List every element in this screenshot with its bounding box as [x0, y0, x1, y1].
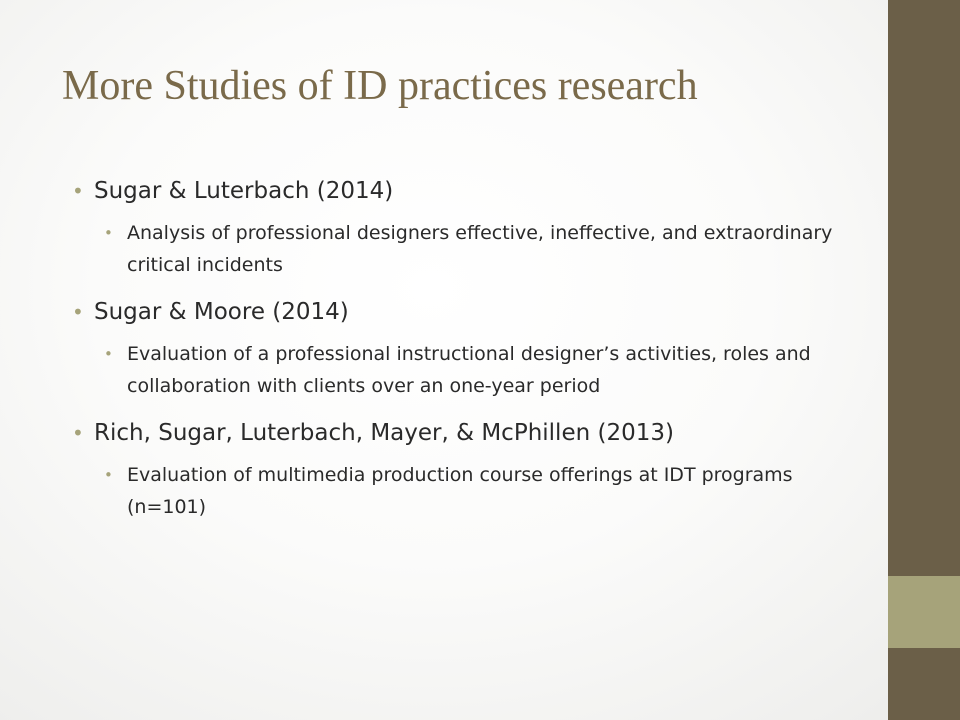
- sidebar-band-top: [888, 0, 960, 576]
- bullet-item-2: [72, 295, 862, 330]
- sub-bullet-item-1: [72, 217, 862, 281]
- bullet-text: Rich, Sugar, Luterbach, Mayer, & McPhillen (2013): [94, 420, 674, 446]
- sub-bullet-text: Evaluation of a professional instructional designer’s activities, roles and collaboration with clients over an one-year period: [127, 343, 811, 397]
- sub-bullet-item-2: [72, 338, 862, 402]
- bullet-icon: •: [104, 345, 113, 363]
- sub-bullet-text: Evaluation of multimedia production course offerings at IDT programs (n=101): [127, 464, 793, 518]
- sub-bullet-item-3: [72, 459, 862, 523]
- bullet-icon: •: [72, 300, 84, 324]
- slide-content: [72, 174, 862, 537]
- bullet-item-1: [72, 174, 862, 209]
- slide-title: More Studies of ID practices research: [62, 63, 698, 109]
- bullet-icon: •: [72, 421, 84, 445]
- sidebar-band-bottom: [888, 648, 960, 720]
- bullet-icon: •: [72, 179, 84, 203]
- bullet-icon: •: [104, 224, 113, 242]
- bullet-text: Sugar & Moore (2014): [94, 299, 349, 325]
- sidebar-band-accent: [888, 576, 960, 648]
- bullet-icon: •: [104, 466, 113, 484]
- bullet-text: Sugar & Luterbach (2014): [94, 178, 394, 204]
- bullet-item-3: [72, 416, 862, 451]
- sub-bullet-text: Analysis of professional designers effective, ineffective, and extraordinary critical incidents: [127, 222, 833, 276]
